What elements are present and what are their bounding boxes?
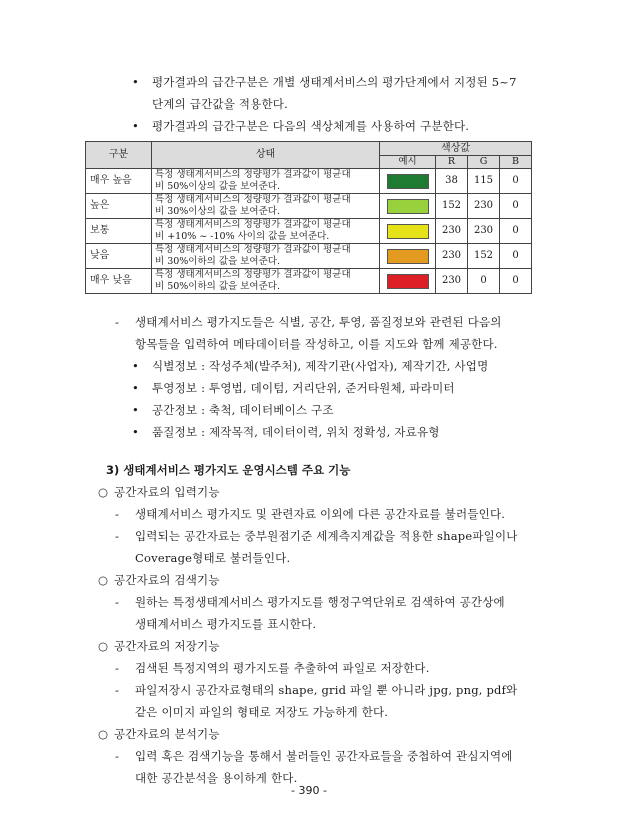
bullet-1-line-1: • 평가결과의 급간구분은 개별 생태계서비스의 평가단계에서 지정된 5~7	[132, 75, 517, 89]
g-value: 115	[468, 169, 500, 194]
page-number: - 390 -	[291, 784, 327, 797]
color-swatch	[387, 274, 429, 289]
function-item-cont: 같은 이미지 파일의 형태로 저장도 가능하게 한다.	[135, 705, 389, 719]
desc-cell: 특정 생태계서비스의 정량평가 결과값이 평균대 비 +10% ~ -10% 사이의 값을 보여준다.	[152, 219, 380, 244]
grade-cell: 보통	[86, 219, 152, 244]
section-heading: 3) 생태계서비스 평가지도 운영시스템 주요 기능	[106, 463, 351, 477]
r-value: 230	[436, 244, 468, 269]
function-item-cont: Coverage형태로 불러들인다.	[135, 551, 291, 565]
r-value: 38	[436, 169, 468, 194]
metadata-item: • 식별정보 : 작성주체(발주처), 제작기관(사업자), 제작기간, 사업명	[132, 359, 489, 373]
r-value: 152	[436, 194, 468, 219]
header-b: B	[500, 156, 532, 169]
color-scheme-table	[85, 141, 532, 294]
metadata-item: • 투영정보 : 투영법, 데이텀, 거리단위, 준거타원체, 파라미터	[132, 381, 455, 395]
function-title: ○ 공간자료의 저장기능	[98, 639, 220, 653]
header-color-value: 색상값	[380, 142, 532, 156]
function-item: - 원하는 특정생태계서비스 평가지도를 행정구역단위로 검색하여 공간상에	[115, 595, 505, 609]
function-item-cont: 생태계서비스 평가지도를 표시한다.	[135, 617, 317, 631]
header-status: 상태	[152, 142, 380, 169]
metadata-para-line-1: - 생태계서비스 평가지도들은 식별, 공간, 투영, 품질정보와 관련된 다음의	[115, 315, 502, 329]
grade-cell: 매우 낮음	[86, 269, 152, 294]
function-title: ○ 공간자료의 입력기능	[98, 485, 220, 499]
b-value: 0	[500, 169, 532, 194]
color-swatch	[387, 224, 429, 239]
desc-cell: 특정 생태계서비스의 정량평가 결과값이 평균대 비 30%이하의 값을 보여준다.	[152, 244, 380, 269]
grade-cell: 높은	[86, 194, 152, 219]
circle-bullet-icon: ○	[98, 485, 109, 499]
function-title: ○ 공간자료의 검색기능	[98, 573, 220, 587]
b-value: 0	[500, 269, 532, 294]
bullet-2-line-1: • 평가결과의 급간구분은 다음의 색상체계를 사용하여 구분한다.	[132, 119, 470, 133]
table-row	[86, 194, 532, 219]
circle-bullet-icon: ○	[98, 573, 109, 587]
header-grade: 구분	[86, 142, 152, 169]
metadata-item: • 품질정보 : 제작목적, 데이터이력, 위치 정확성, 자료유형	[132, 425, 440, 439]
g-value: 152	[468, 244, 500, 269]
b-value: 0	[500, 244, 532, 269]
header-r: R	[436, 156, 468, 169]
b-value: 0	[500, 194, 532, 219]
g-value: 230	[468, 219, 500, 244]
metadata-para-line-2: 항목들을 입력하여 메타데이터를 작성하고, 이를 지도와 함께 제공한다.	[135, 337, 498, 351]
table-row	[86, 269, 532, 294]
grade-cell: 낮음	[86, 244, 152, 269]
header-g: G	[468, 156, 500, 169]
header-example: 예시	[380, 156, 436, 169]
bullet-1-line-2: 단계의 급간값을 적용한다.	[152, 97, 288, 111]
function-item: - 파일저장시 공간자료형태의 shape, grid 파일 뿐 아니라 jpg, png, pdf와	[115, 683, 518, 697]
table-row	[86, 169, 532, 194]
function-item: - 검색된 특정지역의 평가지도를 추출하여 파일로 저장한다.	[115, 661, 430, 675]
r-value: 230	[436, 219, 468, 244]
color-swatch	[387, 249, 429, 264]
desc-cell: 특정 생태계서비스의 정량평가 결과값이 평균대 비 50%이상의 값을 보여준다.	[152, 169, 380, 194]
desc-cell: 특정 생태계서비스의 정량평가 결과값이 평균대 비 50%이하의 값을 보여준다.	[152, 269, 380, 294]
r-value: 230	[436, 269, 468, 294]
color-swatch	[387, 174, 429, 189]
circle-bullet-icon: ○	[98, 639, 109, 653]
table-row	[86, 244, 532, 269]
function-item: - 입력되는 공간자료는 중부원점기준 세계측지계값을 적용한 shape파일이나	[115, 529, 518, 543]
color-swatch	[387, 199, 429, 214]
function-item: - 생태계서비스 평가지도 및 관련자료 이외에 다른 공간자료를 불러들인다.	[115, 507, 506, 521]
g-value: 0	[468, 269, 500, 294]
table-row	[86, 219, 532, 244]
circle-bullet-icon: ○	[98, 727, 109, 741]
grade-cell: 매우 높음	[86, 169, 152, 194]
function-item: - 입력 혹은 검색기능을 통해서 불러들인 공간자료들을 중첩하여 관심지역에	[115, 749, 513, 763]
g-value: 230	[468, 194, 500, 219]
b-value: 0	[500, 219, 532, 244]
function-title: ○ 공간자료의 분석기능	[98, 727, 220, 741]
function-item-cont: 대한 공간분석을 용이하게 한다.	[135, 771, 298, 785]
metadata-item: • 공간정보 : 축척, 데이터베이스 구조	[132, 403, 334, 417]
desc-cell: 특정 생태계서비스의 정량평가 결과값이 평균대 비 30%이상의 값을 보여준다.	[152, 194, 380, 219]
